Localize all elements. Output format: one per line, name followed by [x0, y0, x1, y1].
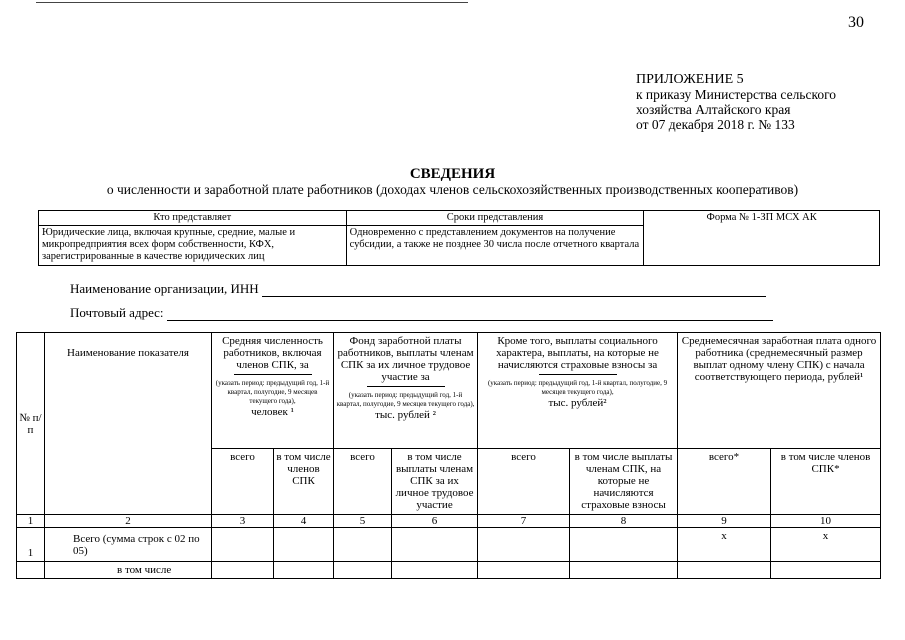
reporting-info-table	[38, 210, 880, 266]
table-row	[17, 528, 881, 562]
appendix-line2: хозяйства Алтайского края	[636, 102, 791, 117]
group2-header	[334, 333, 478, 449]
row1-cell-c8[interactable]	[570, 528, 678, 562]
sub-header-c4: в том числе членов СПК	[274, 449, 334, 515]
row1-name: Всего (сумма строк с 02 по 05)	[45, 528, 212, 562]
table-row	[17, 562, 881, 579]
appendix-block	[636, 72, 836, 132]
row1-cell-c6[interactable]	[392, 528, 478, 562]
when-header: Сроки представления	[346, 211, 644, 226]
col-number: 7	[478, 515, 570, 528]
sub-header-c6: в том числе выплаты членам СПК за их личное трудовое участие	[392, 449, 478, 515]
col-number: 5	[334, 515, 392, 528]
address-input-line[interactable]	[167, 308, 773, 321]
row2-cell-c6[interactable]	[392, 562, 478, 579]
col-number: 9	[678, 515, 771, 528]
org-field	[70, 281, 766, 297]
col-number: 8	[570, 515, 678, 528]
when-text: Одновременно с представлением документов на получение субсидии, а также не позднее 30 числа после отчетного квартала	[346, 226, 644, 266]
col-num-header: № п/п	[17, 333, 45, 515]
group1-header	[212, 333, 334, 449]
address-label: Почтовый адрес:	[70, 305, 164, 320]
org-input-line[interactable]	[262, 284, 766, 297]
group3-unit: тыс. рублей²	[548, 397, 607, 409]
col-number: 6	[392, 515, 478, 528]
row2-name: в том числе	[45, 562, 212, 579]
row2-cell-c3[interactable]	[212, 562, 274, 579]
row1-num: 1	[17, 528, 45, 562]
row1-cell-c10: x	[771, 528, 881, 562]
who-header: Кто представляет	[39, 211, 347, 226]
row2-cell-c4[interactable]	[274, 562, 334, 579]
group3-period-line[interactable]	[539, 374, 617, 375]
col-number: 4	[274, 515, 334, 528]
who-text: Юридические лица, включая крупные, средние, малые и микропредприятия всех форм собственности, КФХ, зарегистрированные в качестве юридических лиц	[39, 226, 347, 266]
row1-cell-c3[interactable]	[212, 528, 274, 562]
sub-header-c7: всего	[478, 449, 570, 515]
form-number: Форма № 1-ЗП МСХ АК	[644, 211, 880, 266]
row1-cell-c9: x	[678, 528, 771, 562]
col-number: 1	[17, 515, 45, 528]
col-number: 2	[45, 515, 212, 528]
row2-num	[17, 562, 45, 579]
col-number: 3	[212, 515, 274, 528]
page-number: 30	[848, 14, 864, 31]
group3-header	[478, 333, 678, 449]
sub-header-c9: всего*	[678, 449, 771, 515]
group1-unit: человек ¹	[251, 406, 294, 418]
appendix-line1: к приказу Министерства сельского	[636, 87, 837, 102]
appendix-title: ПРИЛОЖЕНИЕ 5	[636, 72, 744, 87]
group1-title: Средняя численность работников, включая членов СПК, за	[222, 335, 323, 371]
group2-note: (указать период: предыдущий год, 1-й квартал, полугодие, 9 месяцев текущего года),	[336, 391, 475, 408]
indicators-table	[16, 332, 881, 579]
col-name-header: Наименование показателя	[45, 333, 212, 515]
sub-header-c5: всего	[334, 449, 392, 515]
row2-cell-c9[interactable]	[678, 562, 771, 579]
row1-cell-c4[interactable]	[274, 528, 334, 562]
group1-note: (указать период: предыдущий год, 1-й квартал, полугодие, 9 месяцев текущего года),	[215, 379, 330, 405]
top-rule	[36, 2, 468, 3]
sub-header-c8: в том числе выплаты членам СПК, на которые не начисляются страховые взносы	[570, 449, 678, 515]
address-field	[70, 305, 773, 321]
row1-cell-c7[interactable]	[478, 528, 570, 562]
org-label: Наименование организации, ИНН	[70, 281, 259, 296]
sub-header-c3: всего	[212, 449, 274, 515]
appendix-line3: от 07 декабря 2018 г. № 133	[636, 117, 795, 132]
row2-cell-c5[interactable]	[334, 562, 392, 579]
row2-cell-c10[interactable]	[771, 562, 881, 579]
row2-cell-c8[interactable]	[570, 562, 678, 579]
group2-period-line[interactable]	[367, 386, 445, 387]
row2-cell-c7[interactable]	[478, 562, 570, 579]
group4-header: Среднемесячная заработная плата одного работника (среднемесячный размер выплат одному члену СПК) с начала соответствующего периода, рублей¹	[678, 333, 881, 449]
col-number: 10	[771, 515, 881, 528]
group1-period-line[interactable]	[234, 374, 312, 375]
document-title: СВЕДЕНИЯ	[409, 166, 496, 182]
document-subtitle: о численности и заработной плате работников (доходах членов сельскохозяйственных производственных кооперативов)	[106, 182, 799, 197]
group3-note: (указать период: предыдущий год, 1-й квартал, полугодие, 9 месяцев текущего года),	[487, 379, 668, 396]
group2-title: Фонд заработной платы работников, выплаты членам СПК за их личное трудовое участие за	[337, 335, 474, 383]
row1-cell-c5[interactable]	[334, 528, 392, 562]
group2-unit: тыс. рублей ²	[375, 409, 436, 421]
group3-title: Кроме того, выплаты социального характера, выплаты, на которые не начисляются страховые взносы за	[496, 335, 659, 371]
sub-header-c10: в том числе членов СПК*	[771, 449, 881, 515]
